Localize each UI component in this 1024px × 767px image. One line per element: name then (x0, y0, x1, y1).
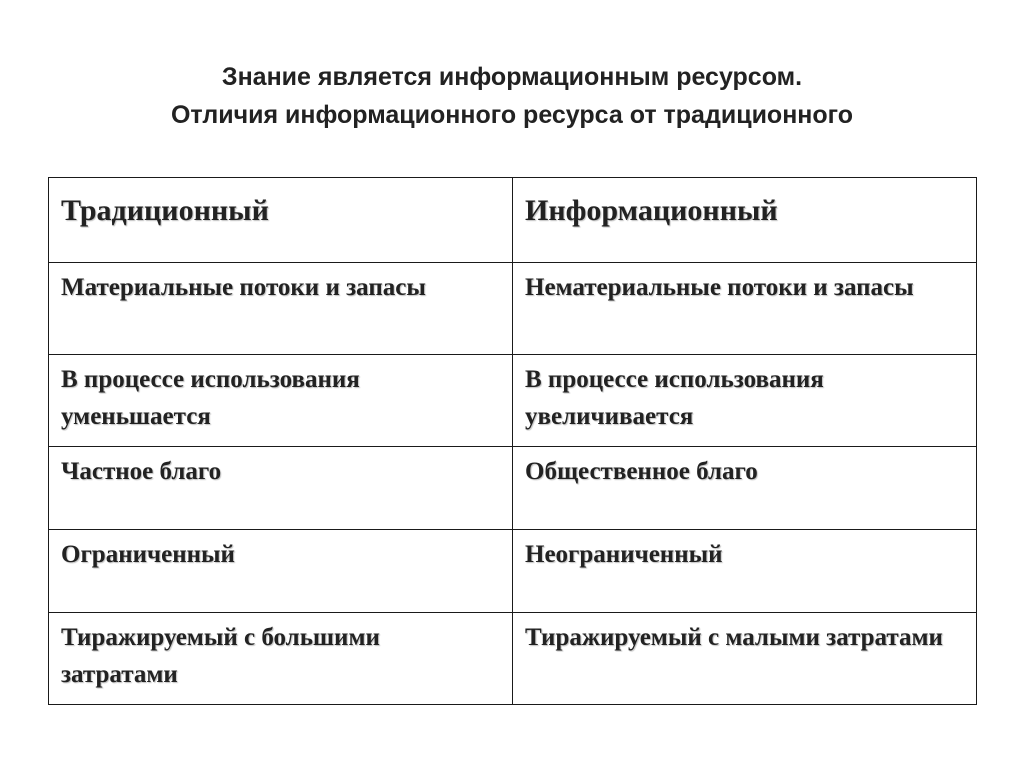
table-row (49, 447, 977, 530)
table-cell: Материальные потоки и запасы (49, 263, 513, 355)
table-row (49, 263, 977, 355)
table-cell: Нематериальные потоки и запасы (513, 263, 977, 355)
header-traditional: Традиционный (49, 178, 513, 263)
table-cell: Тиражируемый с большими затратами (49, 613, 513, 705)
table-cell: В процессе использования увеличивается (513, 355, 977, 447)
table-row (49, 355, 977, 447)
table-cell: Частное благо (49, 447, 513, 530)
table-cell: Тиражируемый с малыми затратами (513, 613, 977, 705)
table-row (49, 530, 977, 613)
table-cell: В процессе использования уменьшается (49, 355, 513, 447)
table-cell: Неограниченный (513, 530, 977, 613)
comparison-table (48, 177, 977, 705)
title-line-2: Отличия информационного ресурса от традиционного (170, 101, 854, 129)
table-cell: Ограниченный (49, 530, 513, 613)
page-title (0, 58, 1024, 134)
table-row (49, 613, 977, 705)
title-line-1: Знание является информационным ресурсом. (221, 63, 803, 91)
header-informational: Информационный (513, 178, 977, 263)
table-cell: Общественное благо (513, 447, 977, 530)
table-header-row (49, 178, 977, 263)
